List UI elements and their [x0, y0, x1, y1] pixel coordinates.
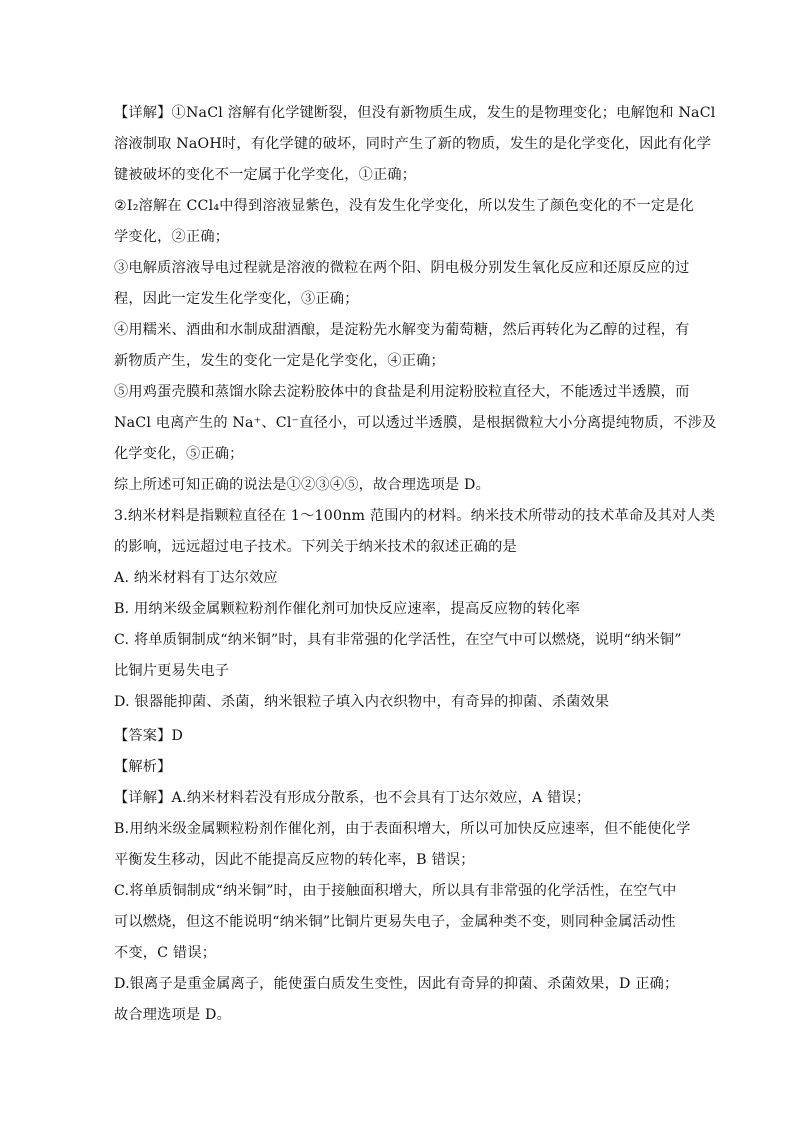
- text-line: 可以燃烧，但这不能说明“纳米铜”比铜片更易失电子，金属种类不变，则同种金属活动性: [114, 914, 676, 930]
- text-line: 【详解】A.纳米材料若没有形成分散系，也不会具有丁达尔效应，A 错误；: [114, 790, 591, 806]
- option-b: B. 用纳米级金属颗粒粉剂作催化剂可加快反应速率，提高反应物的转化率: [114, 601, 581, 617]
- text-line: ②I₂溶解在 CCl₄中得到溶液显紫色，没有发生化学变化，所以发生了颜色变化的不一定是化: [114, 198, 695, 214]
- option-a: A. 纳米材料有丁达尔效应: [114, 570, 278, 586]
- analysis-heading: 【解析】: [114, 759, 172, 775]
- option-d: D. 银器能抑菌、杀菌，纳米银粒子填入内衣织物中，有奇异的抑菌、杀菌效果: [114, 694, 610, 710]
- text-line: 综上所述可知正确的说法是①②③④⑤，故合理选项是 D。: [114, 477, 490, 493]
- text-line: 程，因此一定发生化学变化，③正确；: [114, 291, 359, 307]
- question-stem: 的影响，远远超过电子技术。下列关于纳米技术的叙述正确的是: [114, 539, 517, 555]
- text-line: NaCl 电离产生的 Na⁺、Cl⁻直径小，可以透过半透膜，是根据微粒大小分离提纯物质，不涉及: [114, 415, 717, 431]
- text-line: 平衡发生移动，因此不能提高反应物的转化率，B 错误；: [114, 852, 475, 868]
- text-line: ③电解质溶液导电过程就是溶液的微粒在两个阳、阴电极分别发生氧化反应和还原反应的过: [114, 260, 690, 276]
- text-line: ⑤用鸡蛋壳膜和蒸馏水除去淀粉胶体中的食盐是利用淀粉胶粒直径大，不能透过半透膜，而: [114, 384, 690, 400]
- text-line: C.将单质铜制成“纳米铜”时，由于接触面积增大，所以具有非常强的化学活性，在空气中: [114, 883, 677, 899]
- text-line: ④用糯米、酒曲和水制成甜酒酿，是淀粉先水解变为葡萄糖，然后再转化为乙醇的过程，有: [114, 322, 690, 338]
- text-line: 溶液制取 NaOH时，有化学键的破坏，同时产生了新的物质，发生的是化学变化，因此有化学: [114, 136, 712, 152]
- text-line: 化学变化，⑤正确；: [114, 446, 244, 462]
- text-line: 学变化，②正确；: [114, 229, 230, 245]
- option-c: C. 将单质铜制成“纳米铜”时，具有非常强的化学活性，在空气中可以燃烧，说明“纳米铜”: [114, 632, 682, 648]
- text-line: B.用纳米级金属颗粒粉剂作催化剂，由于表面积增大，所以可加快反应速率，但不能使化学: [114, 821, 691, 837]
- text-line: 新物质产生，发生的变化一定是化学变化，④正确；: [114, 353, 445, 369]
- text-line: D.银离子是重金属离子，能使蛋白质发生变性，因此有奇异的抑菌、杀菌效果，D 正确；: [114, 976, 679, 992]
- text-line: 不变，C 错误；: [114, 945, 217, 961]
- text-line: 故合理选项是 D。: [114, 1007, 231, 1023]
- text-line: 【详解】①NaCl 溶解有化学键断裂，但没有新物质生成，发生的是物理变化；电解饱和 NaCl: [114, 105, 716, 121]
- option-c: 比铜片更易失电子: [114, 663, 230, 679]
- text-line: 键被破坏的变化不一定属于化学变化，①正确；: [114, 167, 417, 183]
- question-stem: 3.纳米材料是指颗粒直径在 1～100nm 范围内的材料。纳米技术所带动的技术革命及其对人类: [114, 508, 716, 524]
- answer-line: 【答案】D: [114, 728, 184, 744]
